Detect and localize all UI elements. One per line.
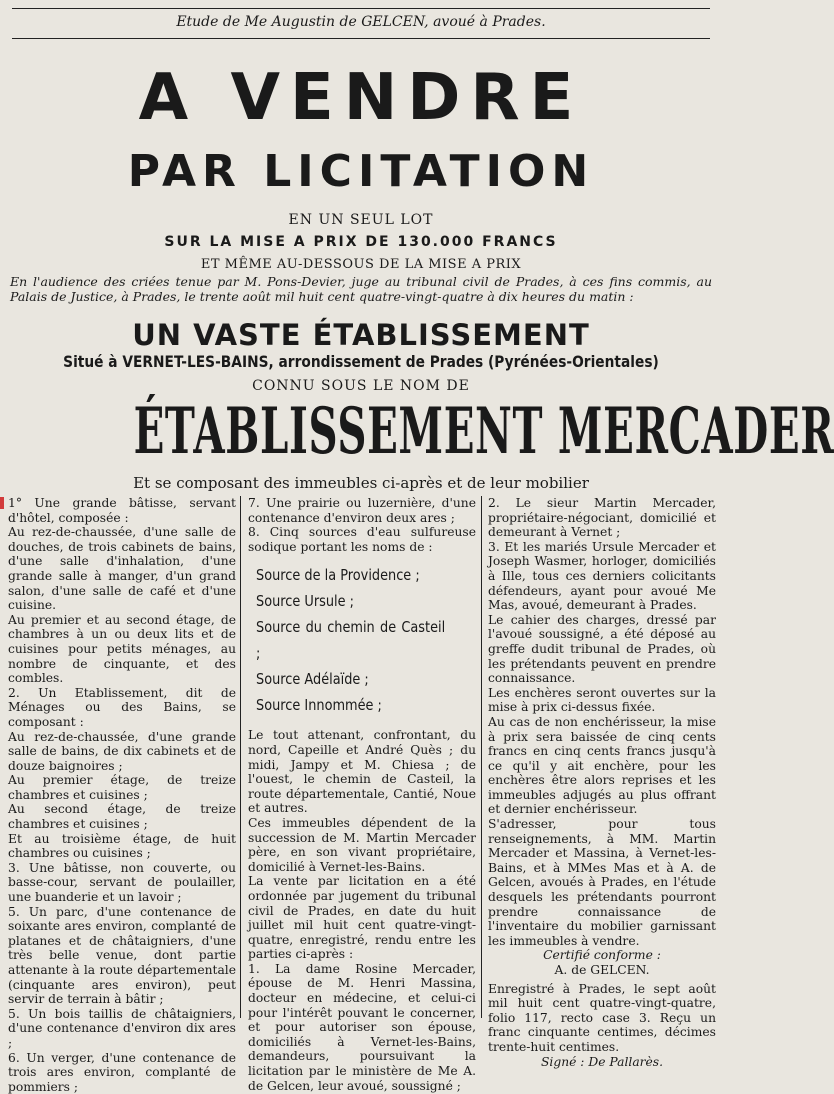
title-par-licitation: PAR LICITATION bbox=[127, 146, 595, 197]
paragraph: Au second étage, de treize chambres et cuisines ; bbox=[8, 802, 236, 832]
source-list bbox=[256, 562, 476, 718]
paragraph: 7. Une prairie ou luzernière, d'une contenance d'environ deux ares ; bbox=[248, 496, 476, 525]
compose-line: Et se composant des immeubles ci-après et de leur mobilier bbox=[133, 474, 589, 492]
paragraph: La vente par licitation en a été ordonnée par jugement du tribunal civil de Prades, en date du huit juillet mil huit cent quatre-vingt-quatre, enregistré, rendu entre les parties ci-après : bbox=[248, 874, 476, 962]
paragraph: Et au troisième étage, de huit chambres ou cuisines ; bbox=[8, 831, 236, 861]
paragraph: 3. Et les mariés Ursule Mercader et Joseph Wasmer, horloger, domiciliés à Ille, tous ces derniers colicitants défendeurs, ayant pour avoué Me Mas, avoué, demeurant à Prades. bbox=[488, 539, 716, 613]
paragraph: Au rez-de-chaussée, d'une grande salle de bains, de dix cabinets et de douze baignoires ; bbox=[8, 729, 236, 773]
paragraph: 1. La dame Rosine Mercader, épouse de M. Henri Massina, docteur en médecine, et celui-ci pour l'intérêt pouvant le concerner, et pour autoriser son épouse, domiciliés à Vernet-les-Bains, demandeurs, poursuivant la licitation par le ministère de Me A. de Gelcen, leur avoué, soussigné ; bbox=[248, 961, 476, 1093]
paragraph: 5. Un bois taillis de châtaigniers, d'une contenance d'environ dix ares ; bbox=[8, 1006, 236, 1050]
study-line: Etude de Me Augustin de GELCEN, avoué à Prades. bbox=[176, 14, 546, 30]
source-item: Source Ursule ; bbox=[256, 592, 355, 611]
lot-line: EN UN SEUL LOT bbox=[288, 212, 434, 228]
paragraph: 1° Une grande bâtisse, servant d'hôtel, composée : bbox=[8, 496, 236, 525]
paragraph: Enregistré à Prades, le sept août mil huit cent quatre-vingt-quatre, folio 117, recto case 3. Reçu un franc cinquante centimes, décimes trente-huit centimes. bbox=[488, 981, 716, 1054]
signer-name: A. de GELCEN. bbox=[554, 963, 650, 977]
source-item: Source du chemin de Casteil ; bbox=[256, 618, 446, 663]
audience-paragraph: En l'audience des criées tenue par M. Pons-Devier, juge au tribunal civil de Prades, à ces fins commis, au Palais de Justice, à Prades, le trente août mil huit cent quatre-vingt-quatre à dix heures du matin : bbox=[10, 274, 712, 304]
column-divider-2 bbox=[481, 496, 482, 1018]
paragraph: 6. Un verger, d'une contenance de trois ares environ, complanté de pommiers ; bbox=[8, 1050, 236, 1094]
column-divider-1 bbox=[240, 496, 241, 1018]
column-2 bbox=[248, 496, 476, 1093]
paragraph: Les enchères seront ouvertes sur la mise à prix ci-dessus fixée. bbox=[488, 685, 716, 715]
signe-line: Signé : De Pallarès. bbox=[540, 1054, 664, 1069]
etablissement-mercader: ÉTABLISSEMENT MERCADER bbox=[133, 394, 834, 469]
column-3 bbox=[488, 496, 716, 1069]
paragraph: Au cas de non enchérisseur, la mise à prix sera baissée de cinq cents francs en cinq cents francs jusqu'à ce qu'il y ait enchère, pour les enchères être alors reprises et les immeubles adjugés au plus offrant et dernier enchérisseur. bbox=[488, 714, 716, 817]
mise-a-prix-line: SUR LA MISE A PRIX DE 130.000 FRANCS bbox=[164, 234, 558, 250]
title-a-vendre: A VENDRE bbox=[138, 61, 584, 135]
paragraph: Au premier étage, de treize chambres et cuisines ; bbox=[8, 773, 236, 802]
meme-line: ET MÊME AU-DESSOUS DE LA MISE A PRIX bbox=[200, 257, 522, 272]
paragraph: Le cahier des charges, dressé par l'avoué soussigné, a été déposé au greffe dudit tribunal de Prades, où les prétendants peuvent en prendre connaissance. bbox=[488, 612, 716, 686]
paragraph: Ces immeubles dépendent de la succession de M. Martin Mercader père, en son vivant propriétaire, domicilié à Vernet-les-Bains. bbox=[248, 815, 476, 874]
situe-line: Situé à VERNET-LES-BAINS, arrondissement de Prades (Pyrénées-Orientales) bbox=[63, 352, 659, 371]
paragraph: 2. Un Etablissement, dit de Ménages ou des Bains, se composant : bbox=[8, 685, 236, 729]
paragraph: Au premier et au second étage, de chambres à un ou deux lits et de cuisines pour petits ménages, au nombre de cinquante, et des combles. bbox=[8, 612, 236, 686]
source-item: Source de la Providence ; bbox=[256, 566, 420, 585]
source-item: Source Adélaïde ; bbox=[256, 670, 369, 689]
margin-mark bbox=[0, 497, 4, 509]
paragraph: 2. Le sieur Martin Mercader, propriétaire-négociant, domicilié et demeurant à Vernet ; bbox=[488, 496, 716, 540]
paragraph: Au rez-de-chaussée, d'une salle de douches, de trois cabinets de bains, d'une salle d'inhalation, d'une grande salle à manger, d'un grand salon, d'une salle de café et d'une cuisine. bbox=[8, 525, 236, 613]
paragraph: 8. Cinq sources d'eau sulfureuse sodique portant les noms de : bbox=[248, 525, 476, 554]
header-rule bbox=[12, 38, 710, 39]
paragraph: S'adresser, pour tous renseignements, à MM. Martin Mercader et Massina, à Vernet-les-Bains, et à MMes Mas et à A. de Gelcen, avoués à Prades, en l'étude desquels les prétendants pourront prendre connaissance de l'inventaire du mobilier garnissant les immeubles à vendre. bbox=[488, 817, 716, 948]
top-rule bbox=[12, 8, 710, 9]
vaste-etablissement: UN VASTE ÉTABLISSEMENT bbox=[132, 318, 590, 352]
column-1 bbox=[8, 496, 236, 1094]
paragraph: 3. Une bâtisse, non couverte, ou basse-cour, servant de poulailler, une buanderie et un lavoir ; bbox=[8, 860, 236, 905]
paragraph: Le tout attenant, confrontant, du nord, Capeille et André Quès ; du midi, Jampy et M. Chiesa ; de l'ouest, le chemin de Casteil, la route départementale, Cantié, Noue et autres. bbox=[248, 728, 476, 816]
source-item: Source Innommée ; bbox=[256, 696, 382, 715]
connu-line: CONNU SOUS LE NOM DE bbox=[252, 378, 470, 394]
certifie-line: Certifié conforme : bbox=[543, 948, 661, 963]
paragraph: 5. Un parc, d'une contenance de soixante ares environ, complanté de platanes et de châtaigniers, d'une très belle venue, dont partie attenante à la route départementale (cinquante ares environ), peut servir de terrain à bâtir ; bbox=[8, 904, 236, 1007]
